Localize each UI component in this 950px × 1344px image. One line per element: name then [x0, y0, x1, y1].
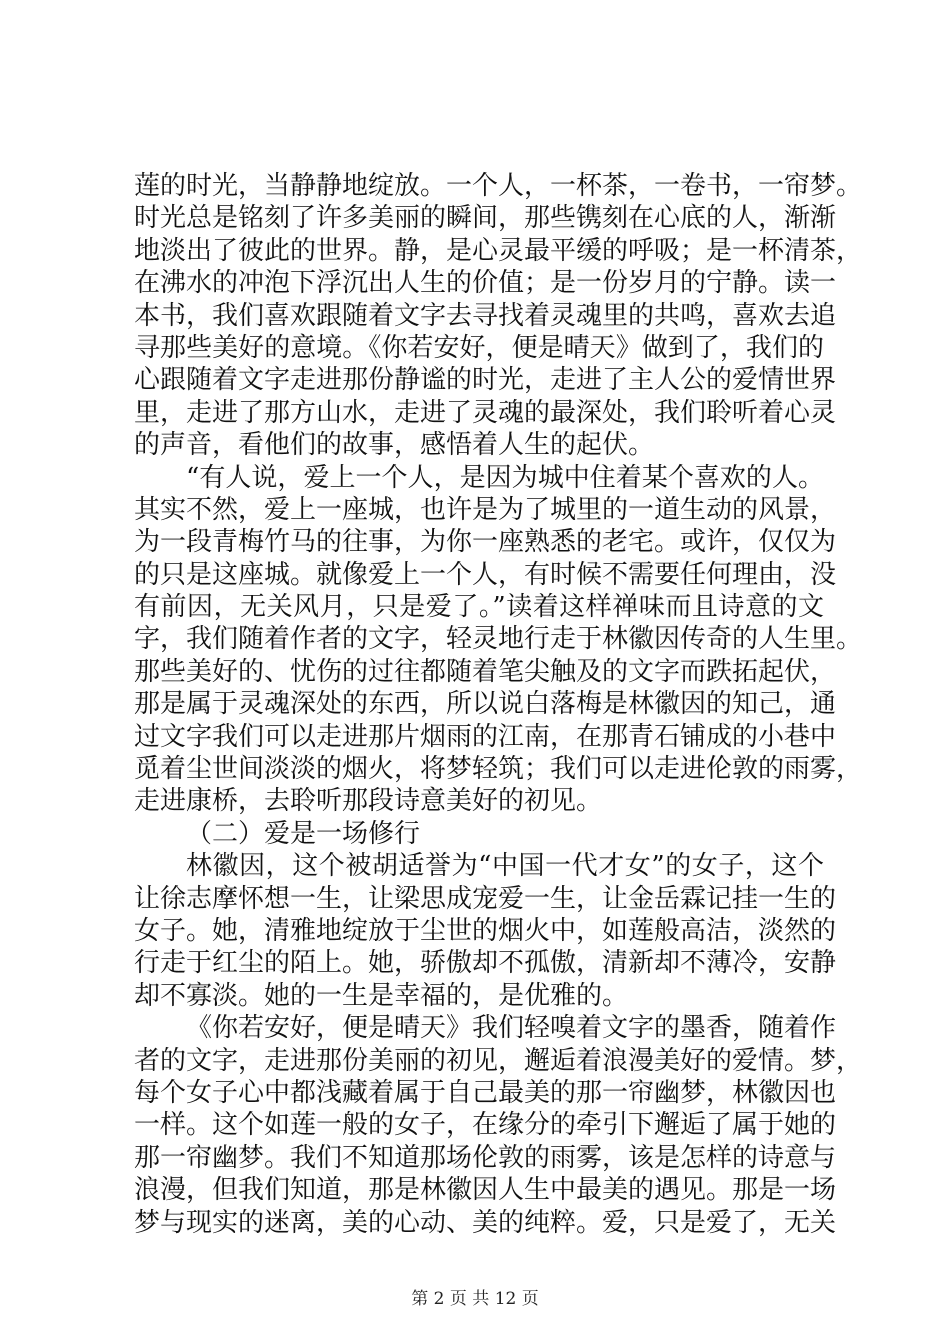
text-line: 林徽因，这个被胡适誉为“中国一代才女”的女子，这个 [186, 851, 824, 882]
text-line: 其实不然，爱上一座城，也许是为了城里的一道生动的风景， [134, 494, 837, 525]
text-line: 地淡出了彼此的世界。静，是心灵最平缓的呼吸；是一杯清茶， [134, 235, 863, 266]
text-line: 《你若安好，便是晴天》我们轻嗅着文字的墨香，随着作 [186, 1013, 837, 1044]
paragraph-2 [134, 462, 863, 818]
text-line: 的只是这座城。就像爱上一个人，有时候不需要任何理由，没 [134, 559, 837, 590]
text-line: 者的文字，走进那份美丽的初见，邂逅着浪漫美好的爱情。梦， [134, 1045, 863, 1076]
text-line: 浪漫，但我们知道，那是林徽因人生中最美的遇见。那是一场 [134, 1175, 837, 1206]
text-line: 一样。这个如莲一般的女子，在缘分的牵引下邂逅了属于她的 [134, 1110, 837, 1141]
text-line: 那一帘幽梦。我们不知道那场伦敦的雨雾，该是怎样的诗意与 [134, 1142, 837, 1173]
paragraph-4 [134, 1012, 863, 1239]
section-heading: （二）爱是一场修行 [186, 818, 421, 849]
text-line: 每个女子心中都浅藏着属于自己最美的那一帘幽梦，林徽因也 [134, 1077, 837, 1108]
text-line: 走进康桥，去聆听那段诗意美好的初见。 [134, 786, 603, 817]
text-line: 字，我们随着作者的文字，轻灵地行走于林徽因传奇的人生里。 [134, 624, 863, 655]
text-line: 觅着尘世间淡淡的烟火，将梦轻筑；我们可以走进伦敦的雨雾， [134, 754, 863, 785]
paragraph-3 [134, 850, 837, 1012]
text-line: 的声音，看他们的故事，感悟着人生的起伏。 [134, 430, 655, 461]
text-line: 时光总是铭刻了许多美丽的瞬间，那些镌刻在心底的人，渐渐 [134, 203, 837, 234]
text-line: 让徐志摩怀想一生，让梁思成宠爱一生，让金岳霖记挂一生的 [134, 883, 837, 914]
text-line: 那些美好的、忧伤的过往都随着笔尖触及的文字而跌拓起伏， [134, 656, 837, 687]
text-line: 却不寡淡。她的一生是幸福的，是优雅的。 [134, 980, 629, 1011]
text-line: 梦与现实的迷离，美的心动、美的纯粹。爱，只是爱了，无关 [134, 1207, 837, 1238]
text-line: 在沸水的冲泡下浮沉出人生的价值；是一份岁月的宁静。读一 [134, 268, 837, 299]
document-body [134, 170, 863, 1239]
paragraph-1 [134, 170, 863, 462]
text-line: 为一段青梅竹马的往事，为你一座熟悉的老宅。或许，仅仅为 [134, 527, 837, 558]
text-line: 过文字我们可以走进那片烟雨的江南，在那青石铺成的小巷中 [134, 721, 837, 752]
text-line: 本书，我们喜欢跟随着文字去寻找着灵魂里的共鸣，喜欢去追 [134, 300, 837, 331]
text-line: 寻那些美好的意境。《你若安好，便是晴天》做到了，我们的 [134, 332, 824, 363]
page-footer: 第 2 页 共 12 页 [411, 1289, 539, 1309]
text-line: 那是属于灵魂深处的东西，所以说白落梅是林徽因的知己，通 [134, 689, 837, 720]
text-line: 莲的时光，当静静地绽放。一个人，一杯茶，一卷书，一帘梦。 [134, 171, 863, 201]
text-line: 行走于红尘的陌上。她，骄傲却不孤傲，清新却不薄冷，安静 [134, 948, 837, 979]
text-line: 女子。她，清雅地绽放于尘世的烟火中，如莲般高洁，淡然的 [134, 916, 837, 946]
text-line: 有前因，无关风月，只是爱了。”读着这样禅味而且诗意的文 [134, 592, 824, 623]
text-line: “有人说，爱上一个人，是因为城中住着某个喜欢的人。 [186, 462, 824, 493]
text-line: 里，走进了那方山水，走进了灵魂的最深处，我们聆听着心灵 [134, 397, 837, 428]
text-line: 心跟随着文字走进那份静谧的时光，走进了主人公的爱情世界 [134, 365, 837, 396]
